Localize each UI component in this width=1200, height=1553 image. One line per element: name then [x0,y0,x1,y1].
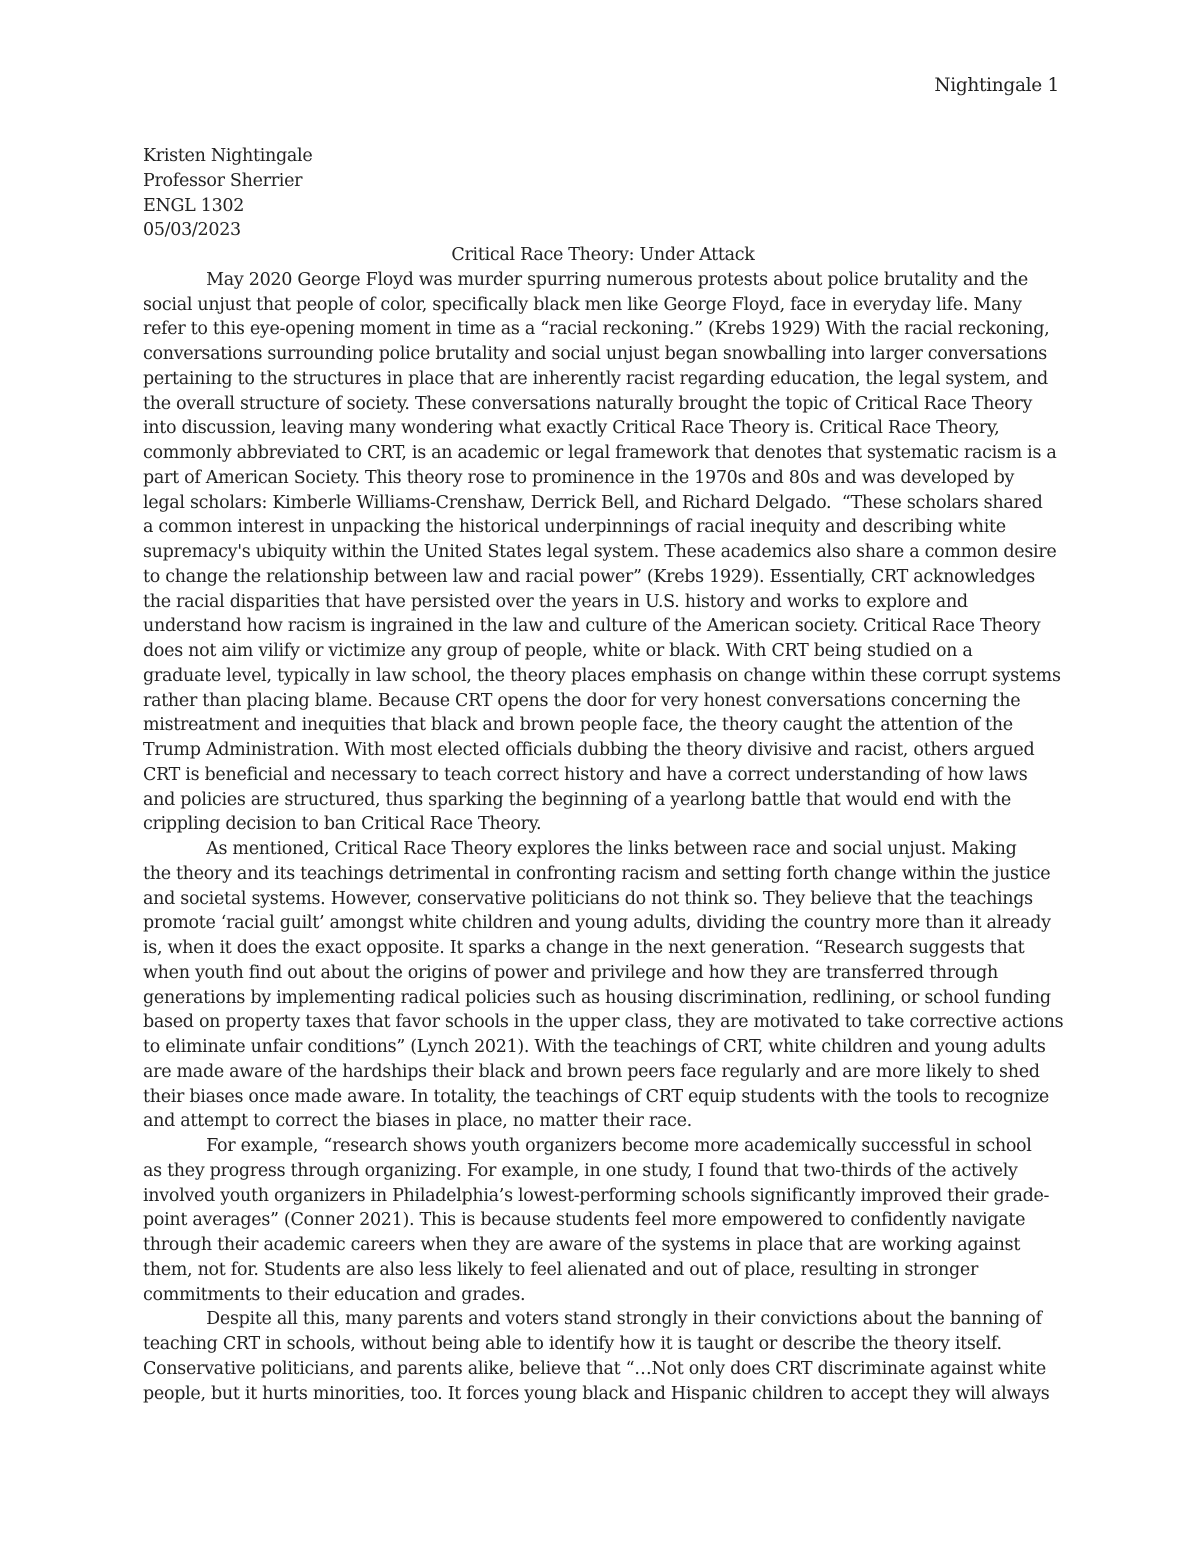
text-line: mistreatment and inequities that black and brown people face, the theory caught the attention of the [143,715,1013,736]
text-line: For example, “research shows youth organizers become more academically successful in school [143,1136,1032,1156]
document-body [143,144,1063,1406]
text-line: does not aim vilify or victimize any group of people, white or black. With CRT being studied on a [143,641,973,661]
text-line: to change the relationship between law and racial power” (Krebs 1929). Essentially, CRT acknowledges [143,566,1035,587]
text-line: Despite all this, many parents and voters stand strongly in their convictions about the banning of [143,1309,1042,1330]
text-line: and attempt to correct the biases in place, no matter their race. [143,1111,692,1132]
text-line: CRT is beneficial and necessary to teach correct history and have a correct understanding of how laws [143,764,1028,785]
text-line: part of American Society. This theory rose to prominence in the 1970s and 80s and was developed by [143,467,1015,488]
text-line: the racial disparities that have persisted over the years in U.S. history and works to explore and [143,591,968,612]
text-line: generations by implementing radical policies such as housing discrimination, redlining, or school funding [143,987,1051,1008]
text-line: supremacy's ubiquity within the United States legal system. These academics also share a common desire [143,542,1057,562]
text-line: commonly abbreviated to CRT, is an academic or legal framework that denotes that systematic racism is a [143,443,1057,463]
text-line: through their academic careers when they are aware of the systems in place that are working against [143,1235,1021,1255]
text-line: into discussion, leaving many wondering what exactly Critical Race Theory is. Critical Race Theory, [143,418,1000,439]
text-line: rather than placing blame. Because CRT opens the door for very honest conversations concerning the [143,690,1021,711]
text-line: commitments to their education and grades. [143,1284,526,1305]
text-line: their biases once made aware. In totality, the teachings of CRT equip students with the tools to recognize [143,1086,1049,1107]
text-line: involved youth organizers in Philadelphia’s lowest-performing schools significantly improved their grade- [143,1185,1050,1206]
essay-title: Critical Race Theory: Under Attack [451,245,755,265]
text-line: is, when it does the exact opposite. It sparks a change in the next generation. “Research suggests that [143,938,1025,958]
text-line: pertaining to the structures in place that are inherently racist regarding education, the legal system, and [143,368,1048,389]
text-line: based on property taxes that favor schools in the upper class, they are motivated to take corrective actions [143,1012,1064,1033]
text-line: a common interest in unpacking the historical underpinnings of racial inequity and describing white [143,517,1006,538]
text-line: Trump Administration. With most elected officials dubbing the theory divisive and racist, others argued [143,740,1035,760]
text-line: graduate level, typically in law school, the theory places emphasis on change within these corrupt systems [143,665,1061,686]
instructor-name: Professor Sherrier [143,170,303,191]
text-line: when youth find out about the origins of power and privilege and how they are transferred through [143,962,998,983]
text-line: and societal systems. However, conservative politicians do not think so. They believe that the teachings [143,888,1033,909]
running-header: Nightingale 1 [934,75,1059,96]
text-line: legal scholars: Kimberle Williams-Crenshaw, Derrick Bell, and Richard Delgado. “These scholars shared [143,492,1043,513]
text-line: to eliminate unfair conditions” (Lynch 2021). With the teachings of CRT, white children and young adults [143,1037,1046,1057]
text-line: refer to this eye-opening moment in time as a “racial reckoning.” (Krebs 1929) With the racial reckoning, [143,319,1050,340]
text-line: people, but it hurts minorities, too. It forces young black and Hispanic children to accept they will always [143,1383,1050,1404]
text-line: conversations surrounding police brutality and social unjust began snowballing into larger conversations [143,344,1047,364]
text-line: as they progress through organizing. For example, in one study, I found that two-thirds of the actively [143,1160,1018,1181]
text-line: social unjust that people of color, specifically black men like George Floyd, face in everyday life. Many [143,294,1022,315]
text-line: May 2020 George Floyd was murder spurring numerous protests about police brutality and the [143,269,1028,290]
text-line: are made aware of the hardships their black and brown peers face regularly and are more likely to shed [143,1061,1040,1082]
text-line: Conservative politicians, and parents alike, believe that “…Not only does CRT discriminate against white [143,1358,1046,1379]
text-line: understand how racism is ingrained in the law and culture of the American society. Critical Race Theory [143,616,1041,637]
text-line: and policies are structured, thus sparking the beginning of a yearlong battle that would end with the [143,789,1011,810]
author-name: Kristen Nightingale [143,146,313,166]
text-line: promote ‘racial guilt’ amongst white children and young adults, dividing the country more than it already [143,913,1051,934]
text-line: the overall structure of society. These conversations naturally brought the topic of Critical Race Theory [143,393,1033,414]
text-line: the theory and its teachings detrimental in confronting racism and setting forth change within the justice [143,863,1051,884]
text-line: point averages” (Conner 2021). This is because students feel more empowered to confidently navigate [143,1210,1026,1231]
text-line: crippling decision to ban Critical Race Theory. [143,814,542,835]
course-code: ENGL 1302 [143,195,245,216]
text-line: As mentioned, Critical Race Theory explores the links between race and social unjust. Making [143,839,1017,859]
text-line: teaching CRT in schools, without being able to identify how it is taught or describe the theory itself. [143,1334,1002,1354]
submission-date: 05/03/2023 [143,220,241,241]
text-line: them, not for. Students are also less likely to feel alienated and out of place, resulting in stronger [143,1259,979,1280]
